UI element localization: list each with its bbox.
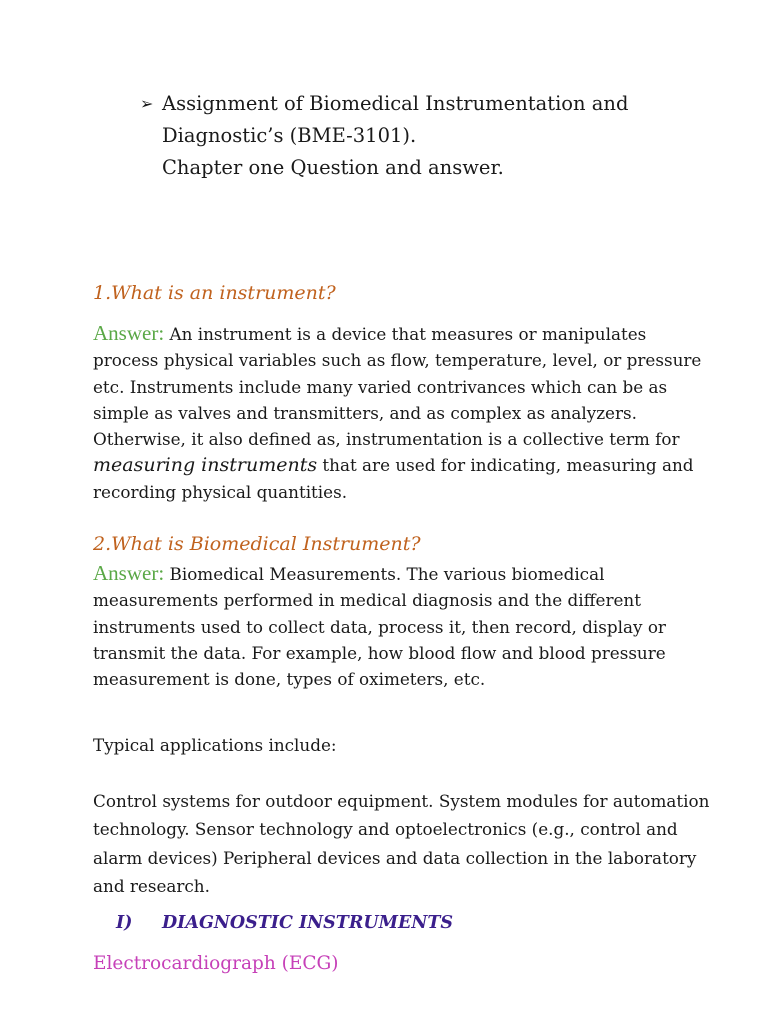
subsection-title: Electrocardiograph (ECG) <box>93 953 339 974</box>
heading-line-2: Diagnostic’s (BME-3101). <box>162 124 417 147</box>
section-heading <box>116 910 453 936</box>
answer-2-text: Biomedical Measurements. The various biomedical measurements performed in medical diagnosis and the different instruments used to collect data, process it, then record, display or transmit the data. For example, how blood flow and blood pressure measurement is done, types of oximeters, etc. <box>93 564 666 690</box>
heading-line-3: Chapter one Question and answer. <box>162 156 504 179</box>
applications-text: Control systems for outdoor equipment. System modules for automation technology. Sensor technology and optoelectronics (e.g., control and alarm devices) Peripheral devices and data collection in the laboratory and research. <box>93 791 710 896</box>
answer-2 <box>93 560 713 692</box>
answer-1-text-b: that are used for indicating, measuring and recording physical quantities. <box>93 455 694 502</box>
answer-1-italic: measuring instruments <box>93 454 318 477</box>
section-title: DIAGNOSTIC INSTRUMENTS <box>162 913 454 933</box>
answer-1 <box>93 320 713 505</box>
question-1: 1.What is an instrument? <box>93 282 336 304</box>
applications-intro: Typical applications include: <box>93 735 337 755</box>
question-2: 2.What is Biomedical Instrument? <box>93 533 421 555</box>
answer-1-label: Answer: <box>93 321 165 345</box>
answer-1-text-a: An instrument is a device that measures or manipulates process physical variables such as flow, temperature, level, or pressure etc. Instruments include many varied contrivances which can be as simple as valves and transmitters, and as complex as analyzers. Otherwise, it also defined as, instrumentation is a collective term for <box>93 324 702 450</box>
arrow-bullet-icon: ➢ <box>140 94 154 113</box>
section-number: I) <box>116 913 133 933</box>
answer-2-label: Answer: <box>93 561 165 585</box>
heading-line-1: Assignment of Biomedical Instrumentation and <box>162 92 629 115</box>
assignment-heading <box>140 88 740 184</box>
